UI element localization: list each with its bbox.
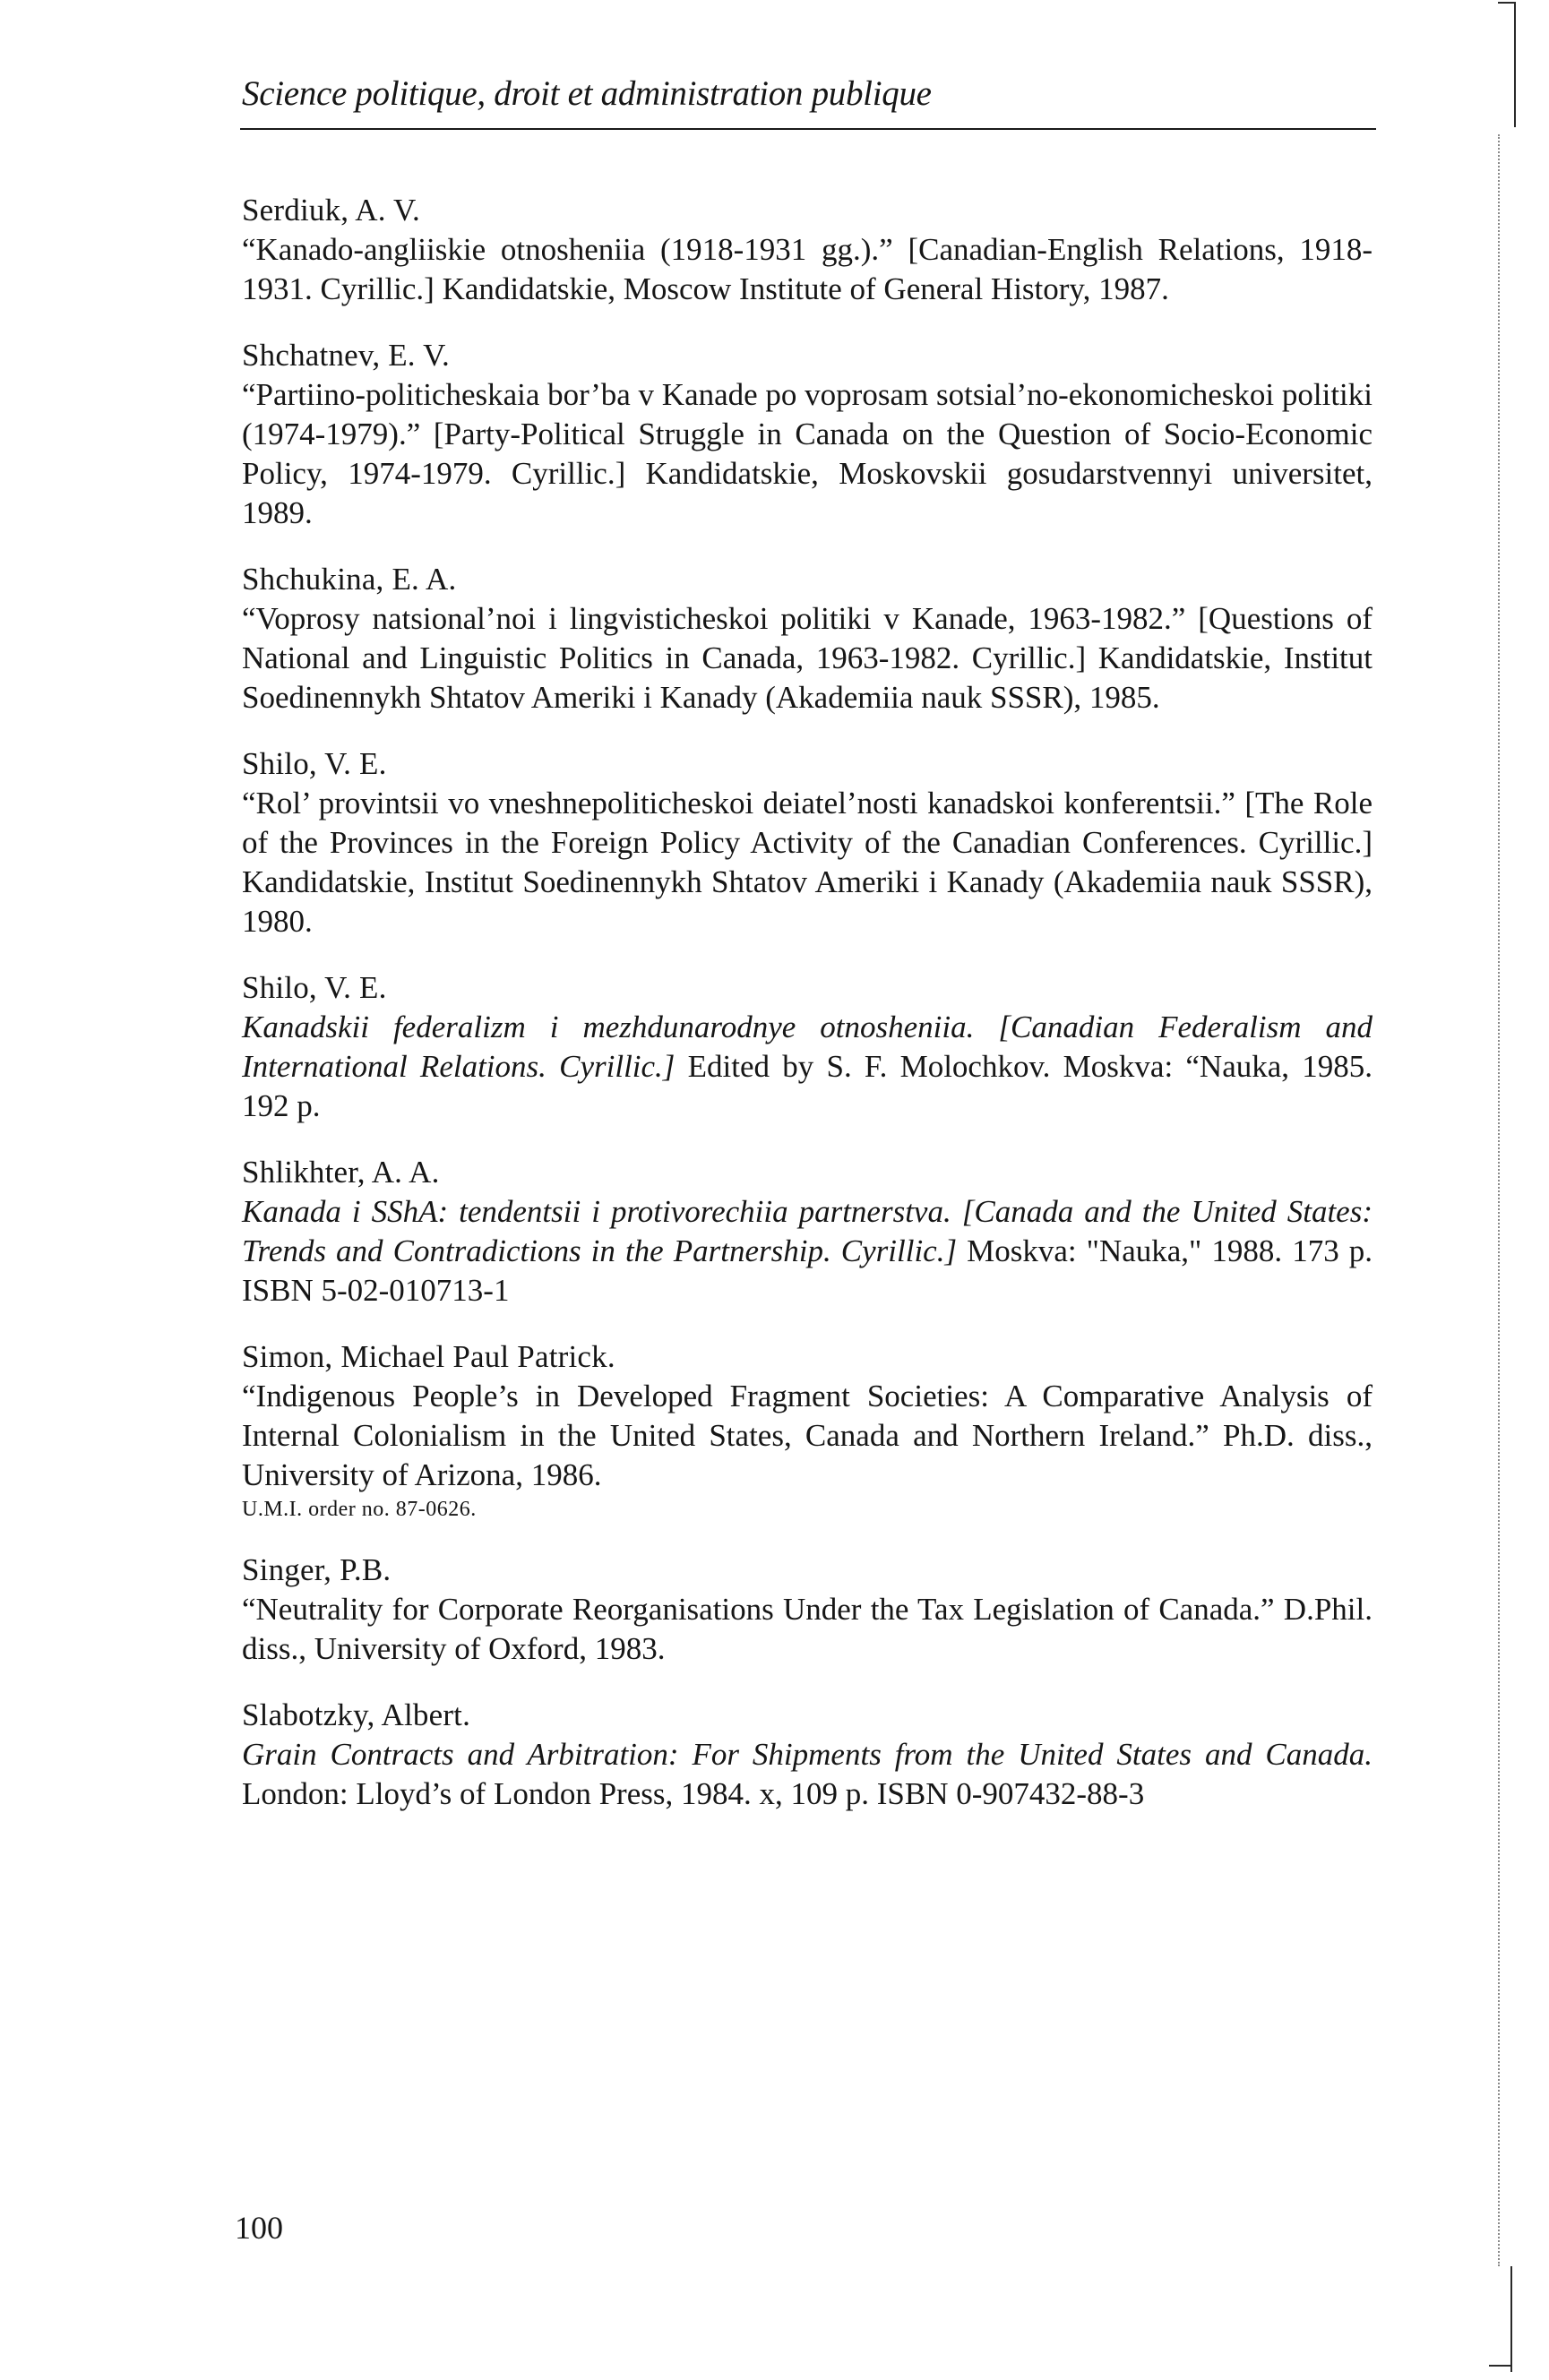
entry-citation: “Partiino-politicheskaia bor’ba v Kanade po voprosam sotsial’no-ekonomicheskoi politiki (1974-1979).” [Party-Political Struggle in Canada on the Question of Socio-Economic Policy, 1974-1979. Cyrillic.] Kandidatskie, Moskovskii gosudarstvennyi universitet, 1989. bbox=[242, 377, 1373, 530]
bibliography-entry bbox=[242, 744, 1373, 941]
entry-citation: “Indigenous People’s in Developed Fragment Societies: A Comparative Analysis of Internal Colonialism in the United States, Canada and Northern Ireland.” Ph.D. diss., University of Arizona, 1986. bbox=[242, 1379, 1373, 1492]
entry-citation bbox=[242, 1008, 1373, 1126]
entry-author: Singer, P.B. bbox=[242, 1552, 392, 1587]
entry-citation bbox=[242, 1192, 1373, 1310]
entry-author: Slabotzky, Albert. bbox=[242, 1697, 471, 1732]
bibliography-entry bbox=[242, 1696, 1373, 1814]
entry-author: Shlikhter, A. A. bbox=[242, 1155, 440, 1190]
bibliography-entry bbox=[242, 968, 1373, 1126]
bibliography-entry bbox=[242, 1153, 1373, 1310]
running-header: Science politique, droit et administration publique bbox=[242, 74, 932, 113]
bibliography-entry bbox=[242, 1337, 1373, 1524]
scan-edge-line bbox=[1514, 2, 1516, 127]
bibliography-entry bbox=[242, 336, 1373, 533]
entry-author: Serdiuk, A. V. bbox=[242, 193, 420, 228]
entry-publication: Edited by S. F. Molochkov. Moskva: “Nauka, 1985. 192 p. bbox=[242, 1049, 1373, 1123]
bibliography-entry bbox=[242, 560, 1373, 717]
header-rule bbox=[240, 128, 1376, 130]
entry-author: Shilo, V. E. bbox=[242, 746, 387, 781]
entry-author: Shchatnev, E. V. bbox=[242, 338, 450, 373]
entry-author: Simon, Michael Paul Patrick. bbox=[242, 1339, 615, 1374]
entry-citation: “Voprosy natsional’noi i lingvisticheskoi politiki v Kanade, 1963-1982.” [Questions of National and Linguistic Politics in Canada, 1963-1982. Cyrillic.] Kandidatskie, Institut Soedinennykh Shtatov Ameriki i Kanady (Akademiia nauk SSSR), 1985. bbox=[242, 601, 1373, 715]
entry-author: Shilo, V. E. bbox=[242, 970, 387, 1005]
scan-edge-line bbox=[1510, 2266, 1512, 2372]
entry-citation: “Kanado-angliiskie otnosheniia (1918-1931 gg.).” [Canadian-English Relations, 1918-1931. Cyrillic.] Kandidatskie, Moscow Institute of General History, 1987. bbox=[242, 232, 1373, 306]
scan-edge-mark bbox=[1498, 2, 1516, 4]
entry-order-note: U.M.I. order no. 87-0626. bbox=[242, 1498, 477, 1521]
entry-author: Shchukina, E. A. bbox=[242, 562, 457, 597]
entry-title-italic: Grain Contracts and Arbitration: For Shipments from the United States and Canada. bbox=[242, 1737, 1373, 1772]
entry-citation bbox=[242, 1735, 1373, 1814]
bibliography-entry bbox=[242, 191, 1373, 309]
scan-edge-dotted-line bbox=[1498, 134, 1500, 2266]
entry-publication: London: Lloyd’s of London Press, 1984. x, 109 p. ISBN 0-907432-88-3 bbox=[242, 1776, 1145, 1811]
scan-edge-mark bbox=[1489, 2365, 1512, 2367]
entry-citation: “Rol’ provintsii vo vneshnepoliticheskoi deiatel’nosti kanadskoi konferentsii.” [The Role of the Provinces in the Foreign Policy Activity of the Canadian Conferences. Cyrillic.] Kandidatskie, Institut Soedinennykh Shtatov Ameriki i Kanady (Akademiia nauk SSSR), 1980. bbox=[242, 786, 1373, 939]
bibliography-entry bbox=[242, 1551, 1373, 1669]
page-number: 100 bbox=[235, 2210, 283, 2246]
entry-citation: “Neutrality for Corporate Reorganisations Under the Tax Legislation of Canada.” D.Phil. diss., University of Oxford, 1983. bbox=[242, 1592, 1373, 1666]
bibliography-entries bbox=[242, 191, 1373, 1841]
entry-title-italic: Kanadskii federalizm i mezhdunarodnye otnosheniia. [Canadian Federalism and International Relations. Cyrillic.] bbox=[242, 1010, 1373, 1084]
entry-publication: Moskva: "Nauka," 1988. 173 p. ISBN 5-02-010713-1 bbox=[242, 1233, 1373, 1308]
entry-title-italic: Kanada i SShA: tendentsii i protivorechiia partnerstva. [Canada and the United States: Trends and Contradictions in the Partnership. Cyrillic.] bbox=[242, 1194, 1373, 1268]
